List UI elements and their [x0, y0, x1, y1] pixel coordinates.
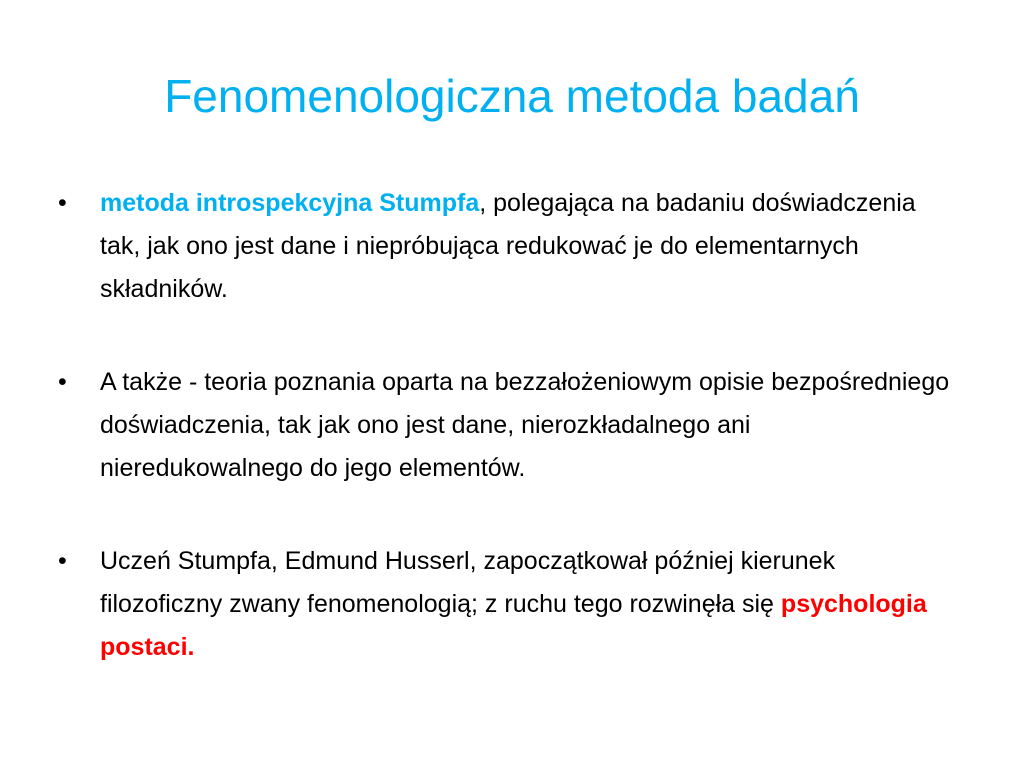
- bullet-item-2: [58, 361, 958, 490]
- bullet-dot: •: [58, 368, 67, 396]
- bullet-item-3: [58, 540, 958, 669]
- bullet-text: A także - teoria poznania oparta na bezzałożeniowym opisie bezpośredniego doświadczenia, tak jak ono jest dane, nierozkładalnego ani nieredukowalnego do jego elementów.: [100, 368, 950, 482]
- highlight-gestalt-psychology: psychologia postaci.: [100, 590, 927, 661]
- bullet-dot: •: [58, 547, 67, 575]
- bullet-text: , polegająca na badaniu doświadczenia tak, jak ono jest dane i niepróbująca redukować je do elementarnych składników.: [100, 189, 916, 303]
- bullet-item-1: [58, 182, 958, 311]
- bullet-dot: •: [58, 189, 67, 217]
- bullet-list: [58, 182, 958, 719]
- bullet-text: Uczeń Stumpfa, Edmund Husserl, zapoczątkował później kierunek filozoficzny zwany fenomenologią; z ruchu tego rozwinęła się: [100, 547, 836, 618]
- slide-title: Fenomenologiczna metoda badań: [164, 70, 860, 122]
- highlight-stumpf-method: metoda introspekcyjna Stumpfa: [100, 189, 480, 217]
